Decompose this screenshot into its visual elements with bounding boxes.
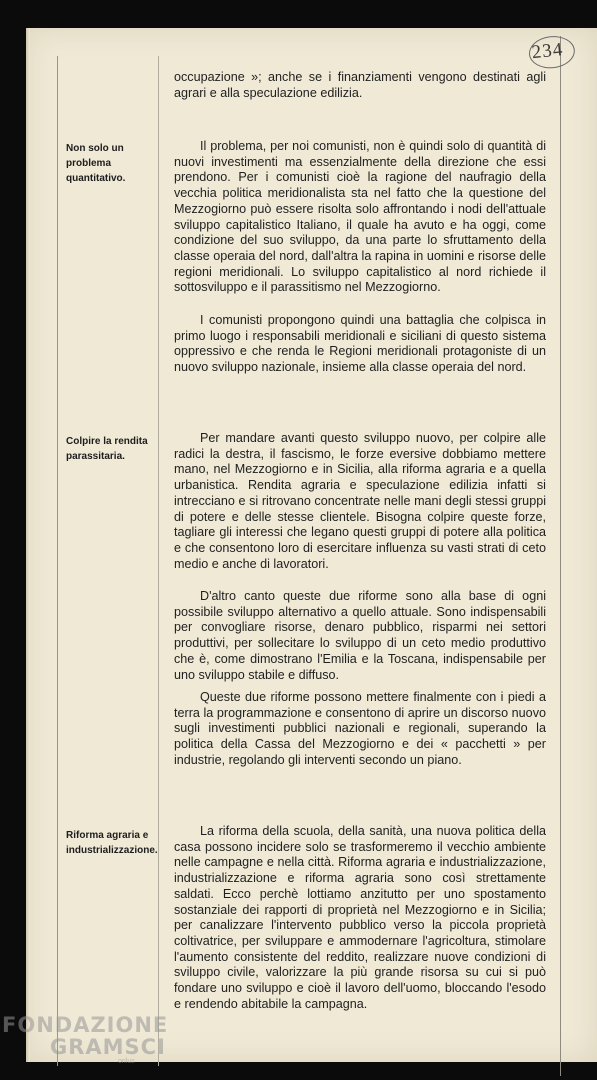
body-paragraph: I comunisti propongono quindi una battaglia che colpisca in primo luogo i responsabili meridionali e siciliani di questo sistema oppressivo e che renda le Regioni meridionali protagoniste di un nuovo sviluppo nazionale, insieme alla classe operaia del nord. [174,313,546,375]
body-paragraph: D'altro canto queste due riforme sono alla base di ogni possibile sviluppo alternativo a quello attuale. Sono indispensabili per convogliare risorse, denaro pubblico, risparmi nei settori produttivi, per sollecitare lo sviluppo di un ceto medio produttivo che è, come dimostrano l'Emilia e la Toscana, indispensabile per uno sviluppo stabile e diffuso. [174,589,546,682]
right-margin-rule [560,36,561,1076]
page-edge-shadow [26,28,30,1062]
watermark-sub: onlus [118,1058,135,1065]
page-number-text: 234 [530,39,565,64]
body-paragraph: occupazione »; anche se i finanziamenti vengono destinati agli agrari e alla speculazione edilizia. [174,70,546,100]
side-note-rendita: Colpire la rendita parassitaria. [66,436,148,462]
body-paragraph: La riforma della scuola, della sanità, una nuova politica della casa possono incidere solo se trasformeremo il vecchio ambiente nelle campagne e nella città. Riforma agraria e industrializzazione, industrializzazione e riforma agraria sono così strettamente saldati. Ecco perchè lottiamo anzitutto per uno spostamento sostanziale dei rapporti di proprietà nel Mezzogiorno e in Sicilia; per canalizzare l'intervento pubblico verso la piccola proprietà coltivatrice, per sviluppare e ammodernare l'agricoltura, stimolare l'aumento consistente del reddito, realizzare nuove condizioni di sviluppo civile, valorizzare la più grande risorsa su cui si può fondare uno sviluppo e cioè il lavoro dell'uomo, bloccando l'esodo e rendendo abitabile la campagna. [174,824,546,1011]
watermark-line2: GRAMSCI [50,1035,166,1059]
handwritten-page-number [531,38,577,68]
side-note-quantitativo: Non solo un problema quantitativo. [66,143,126,184]
watermark-line1: FONDAZIONE [2,1013,169,1037]
body-paragraph: Per mandare avanti questo sviluppo nuovo, per colpire alle radici la destra, il fascismo, le forze eversive dobbiamo mettere mano, nel Mezzogiorno e in Sicilia, alla riforma agraria e a quella urbanistica. Rendita agraria e speculazione edilizia infatti si intrecciano e si ritrovano concentrate nelle mani degli stessi gruppi di potere e delle stesse clientele. Bisogna colpire queste forze, tagliare gli interessi che legano questi gruppi di potere alla politica e che consentono loro di esercitare influenza su vasti strati di ceto medio e anche di lavoratori. [174,431,546,571]
body-paragraph: Queste due riforme possono mettere finalmente con i piedi a terra la programmazione e consentono di aprire un discorso nuovo sugli investimenti pubblici nazionali e regionali, superando la politica della Cassa del Mezzogiorno e dei « pacchetti » per industrie, regolando gli interventi secondo un piano. [174,690,546,767]
body-paragraph: Il problema, per noi comunisti, non è quindi solo di quantità di nuovi investimenti ma essenzialmente della direzione che essi prendono. Per i comunisti cioè la ragione del naufragio della vecchia politica meridionalista sta nel fatto che la questione del Mezzogiorno può essere risolta solo affrontando i nodi dell'attuale sviluppo capitalistico Italiano, il quale ha avuto e ha oggi, come condizione del suo sviluppo, da una parte lo sfruttamento della classe operaia del nord, dall'altra la rapina in uomini e risorse delle regioni meridionali. Lo sviluppo capitalistico al nord richiede il sottosviluppo e il parassitismo nel Mezzogiorno. [174,139,546,295]
left-margin-rule [57,56,58,1066]
column-divider-rule [158,56,159,1066]
archive-watermark-logo [2,1014,168,1058]
side-note-riforma-agraria: Riforma agraria e industrializzazione. [66,830,158,856]
